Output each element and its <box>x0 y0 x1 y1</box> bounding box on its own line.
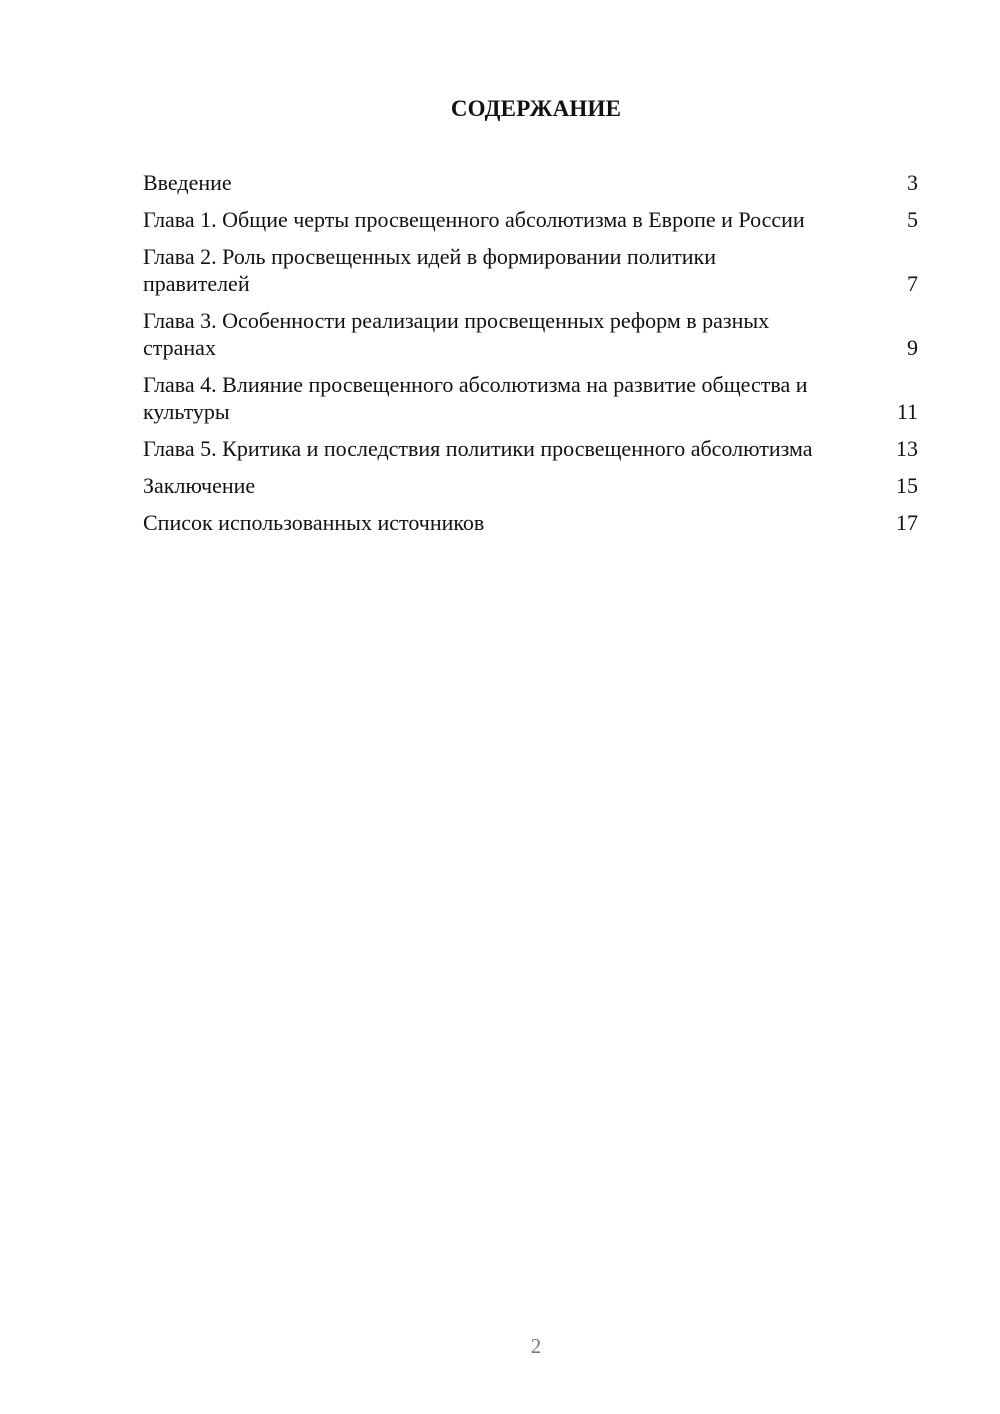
toc-entry-page: 13 <box>896 436 918 461</box>
toc-entry-title: Глава 3. Особенности реализации просвещенных реформ в разных странах <box>143 308 770 360</box>
toc-entry-chapter-5 <box>143 435 918 462</box>
toc-entry-conclusion <box>143 472 918 499</box>
toc-entry-title: Глава 4. Влияние просвещенного абсолютизма на развитие общества и культуры <box>143 372 808 424</box>
toc-entry-chapter-3 <box>143 307 918 361</box>
toc-entry-title: Введение <box>143 170 232 195</box>
page-number: 2 <box>530 1334 542 1358</box>
toc-entry-page: 17 <box>896 510 918 535</box>
toc-entry-title: Глава 5. Критика и последствия политики просвещенного абсолютизма <box>143 436 813 461</box>
toc-entry-title: Список использованных источников <box>143 510 485 535</box>
page-title: СОДЕРЖАНИЕ <box>450 96 622 121</box>
toc-entry-introduction <box>143 169 918 196</box>
toc-entry-title: Заключение <box>143 473 256 498</box>
toc-entry-page: 11 <box>896 399 918 424</box>
toc-entry-chapter-4 <box>143 371 918 425</box>
toc-entry-chapter-1 <box>143 206 918 233</box>
toc-entry-chapter-2 <box>143 243 918 297</box>
toc-entry-references <box>143 509 918 536</box>
table-of-contents <box>143 169 918 546</box>
toc-entry-page: 9 <box>907 335 918 360</box>
toc-entry-page: 5 <box>907 207 918 232</box>
toc-entry-page: 3 <box>907 170 918 195</box>
toc-entry-page: 15 <box>896 473 918 498</box>
toc-entry-page: 7 <box>907 271 918 296</box>
toc-entry-title: Глава 1. Общие черты просвещенного абсолютизма в Европе и России <box>143 207 805 232</box>
toc-entry-title: Глава 2. Роль просвещенных идей в формировании политики правителей <box>143 244 716 296</box>
